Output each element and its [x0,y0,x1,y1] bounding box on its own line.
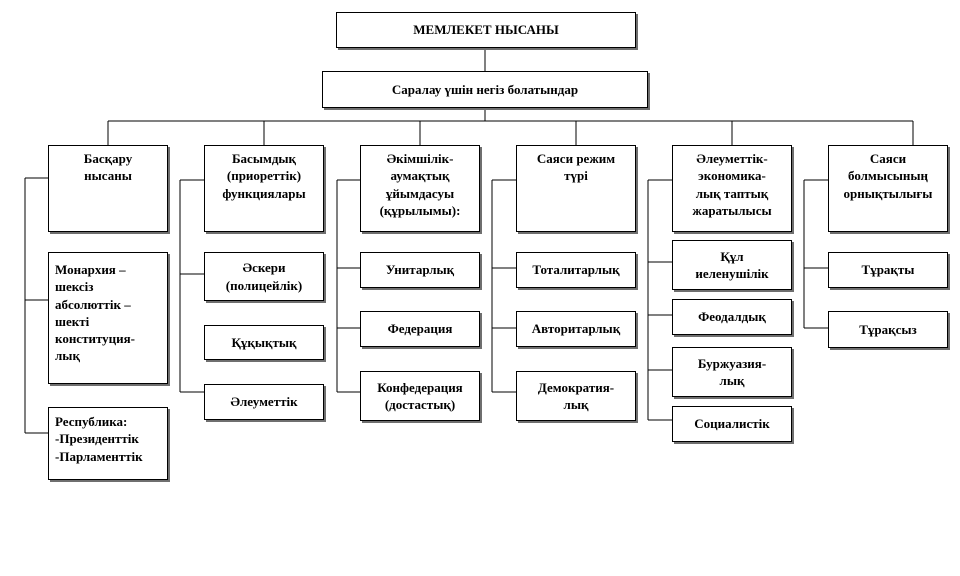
category-label: Әлеуметтік- экономика- лық таптық жаратылысы [692,151,772,218]
root-title-box [336,12,636,48]
category-box-political-stability [828,145,948,232]
item-label: Құқықтық [231,334,297,350]
category-box-priority-functions [204,145,324,232]
criteria-label: Саралау үшін негіз болатындар [391,81,579,97]
item-box-democratic [516,371,636,421]
item-box-social [204,384,324,420]
category-box-territorial-structure [360,145,480,232]
category-label: Басқару нысаны [83,151,133,184]
item-box-monarchy [48,252,168,384]
item-box-authoritarian [516,311,636,347]
item-box-bourgeois [672,347,792,397]
category-label: Саяси режим түрі [536,151,616,184]
item-label: Буржуазия- лық [697,355,767,388]
item-box-republic [48,407,168,480]
item-label: Тұрақсыз [859,321,917,337]
category-box-political-regime [516,145,636,232]
category-label: Басымдық (приореттік) функциялары [222,151,306,201]
item-label: Тоталитарлық [532,262,620,278]
item-box-federation [360,311,480,347]
category-box-governance-form [48,145,168,232]
item-label: Әлеуметтік [230,394,298,410]
item-box-unitary [360,252,480,288]
item-box-unstable [828,311,948,348]
category-label: Әкімшілік- аумақтық ұйымдасуы (құрылымы): [379,151,461,218]
item-label: Әскери (полицейлік) [225,260,303,293]
item-label: Құл иеленушілік [695,248,769,281]
category-box-socioeconomic-class [672,145,792,232]
category-label: Саяси болмысының орнықтылығы [843,151,933,201]
item-box-stable [828,252,948,288]
item-label: Тұрақты [861,262,915,278]
item-label: Демократия- лық [537,379,615,412]
item-label: Социалистік [694,416,770,432]
root-title: МЕМЛЕКЕТ НЫСАНЫ [413,22,559,38]
item-box-confederation [360,371,480,421]
item-box-feudal [672,299,792,335]
item-label: Авторитарлық [531,321,621,337]
item-box-slave-owning [672,240,792,290]
item-label: Конфедерация (достастық) [377,379,463,412]
item-label: Феодалдық [698,309,766,325]
item-box-military [204,252,324,301]
item-box-legal [204,325,324,360]
item-box-totalitarian [516,252,636,288]
item-label: Республика: -Президенттік -Парламенттік [55,414,143,464]
item-label: Федерация [387,321,453,337]
criteria-box [322,71,648,108]
item-label: Унитарлық [385,262,455,278]
item-box-socialist [672,406,792,442]
item-label: Монархия – шексіз абсолюттік – шекті конституция- лық [55,262,136,364]
